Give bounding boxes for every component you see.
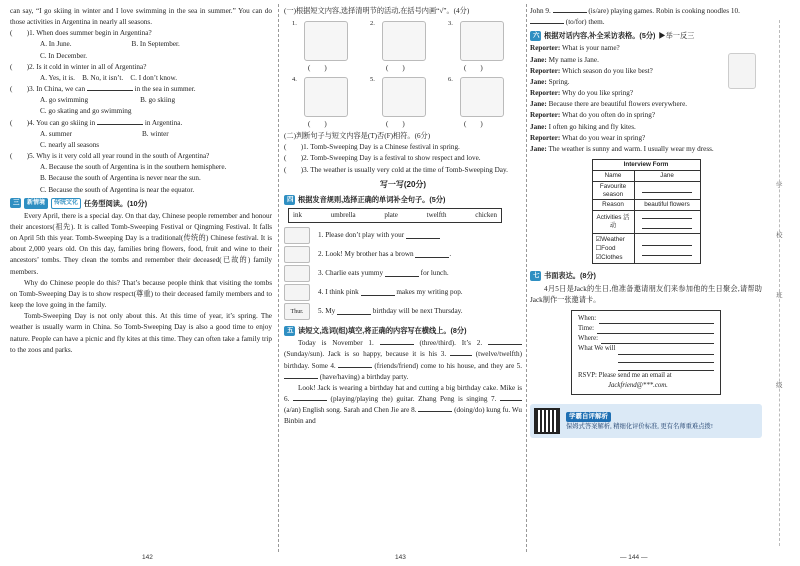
passage-p1: Every April, there is a special day. On that day, Chinese people remember and honour their ancestors(祖先). It is called Tomb-Sweeping Festival or Qingming Festival. It falls on April 5th this year. Tomb-Sweeping Day is a traditional(传统的) Chinese festival. It is about 2,000 years old. On this day, families bring flowers, food, fruit and wine to their ancestors’ tombs. They clean the tombs and remember their deceased(已故的) family members. [10,211,272,276]
side-label: 级 [776,381,783,389]
answer-blank[interactable] [530,17,564,24]
passage-p3: Tomb-Sweeping Day is not only about this. At this time of year, it’s spring. The weather is usually warm in China. So Tomb-Sweeping Day is also a good time to enjoy nature. People can have a picnic and fly kites at this time. They can often take a family trip to the zoos and parks. [10,312,272,354]
picture-item: 4. ( ) [292,75,366,129]
column-right: John 9. (is/are) playing games. Robin is cooking noodles 10. (to/for) them. 六 根据对话内容,补全采访表格。(5分) ▶举一反三 Reporter: What is your name? Jane: My name is Jane. Reporter: Which season do you like best? Jane: Spring. Reporter: Why do you like spring? Jane: Because there are beautiful flowers everywhere. Reporter: What do you often do in spring? Jane: I often go hiking and fly kites. Reporter: What do you wear in spring? Jane: The weather is sunny and warm. I usually wear my dress. Interview Form Name Jane Favourite season Reason beautiful flowers Activities 活动 ☑Weather ☐Food ☑Clothes 七 书面表达。(8分) 4月5日是Jack的生日,他准备邀请朋友们来参加他的生日聚会,请帮助Jack制作一张邀请卡。 When: Time: Where: What We will RSVP: Please send me an email at Jackfriend@***.com. 学霸自评解析 保姆式答案解析, 精细化评价标准, 更有名师重难点拨! [530,6,762,438]
answer-blank[interactable] [599,316,714,324]
answer-blank[interactable] [553,6,587,13]
qr-code-icon[interactable] [534,408,560,434]
question-4: ( )4. You can go skiing in in Argentina. A. summer B. winter C. nearly all seasons [10,118,183,149]
question-1: ( )1. When does summer begin in Argentina? A. In June. B. In September. C. In December. [10,29,180,60]
section-7-header: 七 书面表达。(8分) [530,270,762,281]
picture-icon [460,77,504,117]
answer-blank[interactable] [642,186,692,193]
answer-blank[interactable] [601,336,714,344]
picture-item: 6. ( ) [448,75,522,129]
answer-blank[interactable] [284,372,318,379]
picture-icon [382,77,426,117]
picture-icon [284,227,310,244]
section-7-instructions: 4月5日是Jack的生日,他准备邀请朋友们来参加他的生日聚会,请帮助Jack制作一张邀请卡。 [530,284,762,304]
question-2: ( )2. Is it cold in winter in all of Argentina? A. Yes, it is. B. No, it isn’t. C. I don’t know. [10,62,178,82]
checked-box-icon: ☑ [595,236,602,244]
question-5: ( )5. Why is it very cold all year round in the south of Argentina? A. Because the south of Argentina is in the southern hemisphere. B. Because the south of Argentina is never near the sun. C. Because the south of Argentina is near the equator. [10,152,227,194]
invitation-card: When: Time: Where: What We will RSVP: Please send me an email at Jackfriend@***.com. [571,310,721,395]
column-divider [278,4,279,552]
writing-header: 写一写(20分) [379,179,427,189]
picture-icon [284,284,310,301]
answer-blank[interactable] [500,394,522,401]
answer-blank[interactable] [337,308,371,315]
answer-blank[interactable] [361,289,395,296]
section-5-header: 五 读短文,选词(组)填空,将正确的内容写在横线上。(8分) [284,325,522,336]
answer-blank[interactable] [618,363,714,371]
picture-item: 1. ( ) [292,19,366,73]
calendar-icon: Thur. [284,303,310,320]
picture-icon [382,21,426,61]
answer-blank[interactable] [642,239,692,246]
picture-item: 5. ( ) [370,75,444,129]
promo-banner[interactable]: 学霸自评解析 保姆式答案解析, 精细化评价标准, 更有名师重难点拨! [530,404,762,438]
section-6-header: 六 根据对话内容,补全采访表格。(5分) ▶举一反三 [530,30,762,41]
answer-blank[interactable] [87,84,133,91]
empty-box-icon: ☐ [595,245,602,253]
picture-icon [284,246,310,263]
answer-blank[interactable] [642,212,692,219]
column-middle: (一)根据短文内容,选择清明节的活动,在括号内画“√”。(4分) 1. ( ) 2. ( ) 3. ( ) 4. ( ) 5. ( ) 6. ( ) (二)判断句子与短文内容是(T)否(F)相符。(6分) ( )1. Tomb-Sweeping Day is a Chinese festival in spring. ( )2. Tomb-Sweeping Day is a festival to show respect and love. ( )3. The weather is usually very cold at the time of Tomb-Sweeping Day. 写一写(20分) 四 根据发音规则,选择正确的单词补全句子。(5分) ink umbrella plate twelfth chicken 1. Please don’t play with your 2. Look! My brother has a brown . 3. Charlie eats yummy for lunch. 4. I think pink makes my writing pop. Thur. 5. My birthday will be next Thursday. 五 读短文,选词(组)填空,将正确的内容写在横线上。(8分) Today is November 1. (three/third). It’s 2. (Sunday/sun). Jack is so happy, because it is his 3. (twelve/twelfth) birthday. Some 4. (friends/friend) come to his house, and they are 5. (have/having) a birthday party. Look! Jack is wearing a birthday hat and cutting a big birthday cake. Mike is 6. (playing/playing the) guitar. Zhang Peng is singing 7. (a/an) English song. Sarah and Chen Jie are 8. (doing/do) kung fu. Wu Binbin and [284,7,523,426]
side-label: 班 [776,291,783,299]
interview-form: Interview Form Name Jane Favourite season Reason beautiful flowers Activities 活动 ☑Weather ☐Food ☑Clothes [592,159,701,264]
interview-dialog: Reporter: What is your name? Jane: My name is Jane. Reporter: Which season do you like best? Jane: Spring. Reporter: Why do you like spring? Jane: Because there are beautiful flowers everywhere. Reporter: What do you often do in spring? Jane: I often go hiking and fly kites. Reporter: What do you wear in spring? Jane: The weather is sunny and warm. I usually wear my dress. [530,43,762,155]
picture-icon [304,21,348,61]
fill-sentences: 1. Please don’t play with your 2. Look! My brother has a brown . 3. Charlie eats yummy for lunch. 4. I think pink makes my writing pop. Thur. 5. My birthday will be next Thursday. [284,226,522,321]
question-3: ( )3. In China, we can in the sea in summer. A. go swimming B. go skiing C. go skating and go swimming [10,85,196,116]
page-number: — 144 — [620,554,648,561]
part1-title: (一)根据短文内容,选择清明节的活动,在括号内画“√”。(4分) [284,7,470,15]
picture-icon [304,77,348,117]
page-number: 143 [395,554,406,561]
word-bank: ink umbrella plate twelfth chicken [288,208,502,223]
answer-blank[interactable] [597,326,714,334]
checked-box-icon: ☑ [595,254,602,262]
section-3-header: 三 新情境 传统文化 任务型阅读。(10分) [10,198,272,209]
answer-blank[interactable] [450,349,472,356]
answer-blank[interactable] [406,232,440,239]
answer-blank[interactable] [488,338,522,345]
answer-blank[interactable] [97,118,143,125]
activity-pictures [292,19,522,129]
reading-passage: Today is November 1. (three/third). It’s 2. (Sunday/sun). Jack is so happy, because it is his 3. (twelve/twelfth) birthday. Some 4. (friends/friend) come to his house, and they are 5. (have/having) a birthday party. [284,339,523,381]
side-label: 校 [776,231,783,239]
binding-line [779,20,780,546]
answer-blank[interactable] [293,394,327,401]
column-left [10,6,272,356]
page-number: 142 [142,554,153,561]
girl-picture-icon [728,53,756,89]
passage-p2: Why do Chinese people do this? That’s because people think that visiting the tombs on Tomb-Sweeping Day is to show respect(尊重) to their deceased family members and to keep the love going in the family. [10,278,272,310]
answer-blank[interactable] [618,347,714,355]
picture-icon [460,21,504,61]
picture-icon [284,265,310,282]
side-label: 学 [776,181,783,189]
picture-item: 2. ( ) [370,19,444,73]
answer-blank[interactable] [380,338,414,345]
answer-blank[interactable] [418,405,452,412]
part2-title: (二)判断句子与短文内容是(T)否(F)相符。(6分) [284,132,431,141]
intro-text: can say, “I go skiing in winter and I love swimming in the sea in summer.” You can do those activities in Argentina in nearly all seasons. [10,7,272,27]
answer-blank[interactable] [618,355,714,363]
answer-blank[interactable] [338,361,372,368]
picture-item: 3. ( ) [448,19,522,73]
section-4-header: 四 根据发音规则,选择正确的单词补全句子。(5分) [284,194,522,205]
answer-blank[interactable] [642,249,692,256]
answer-blank[interactable] [642,222,692,229]
answer-blank[interactable] [415,251,449,258]
answer-blank[interactable] [385,270,419,277]
column-divider [526,4,527,552]
